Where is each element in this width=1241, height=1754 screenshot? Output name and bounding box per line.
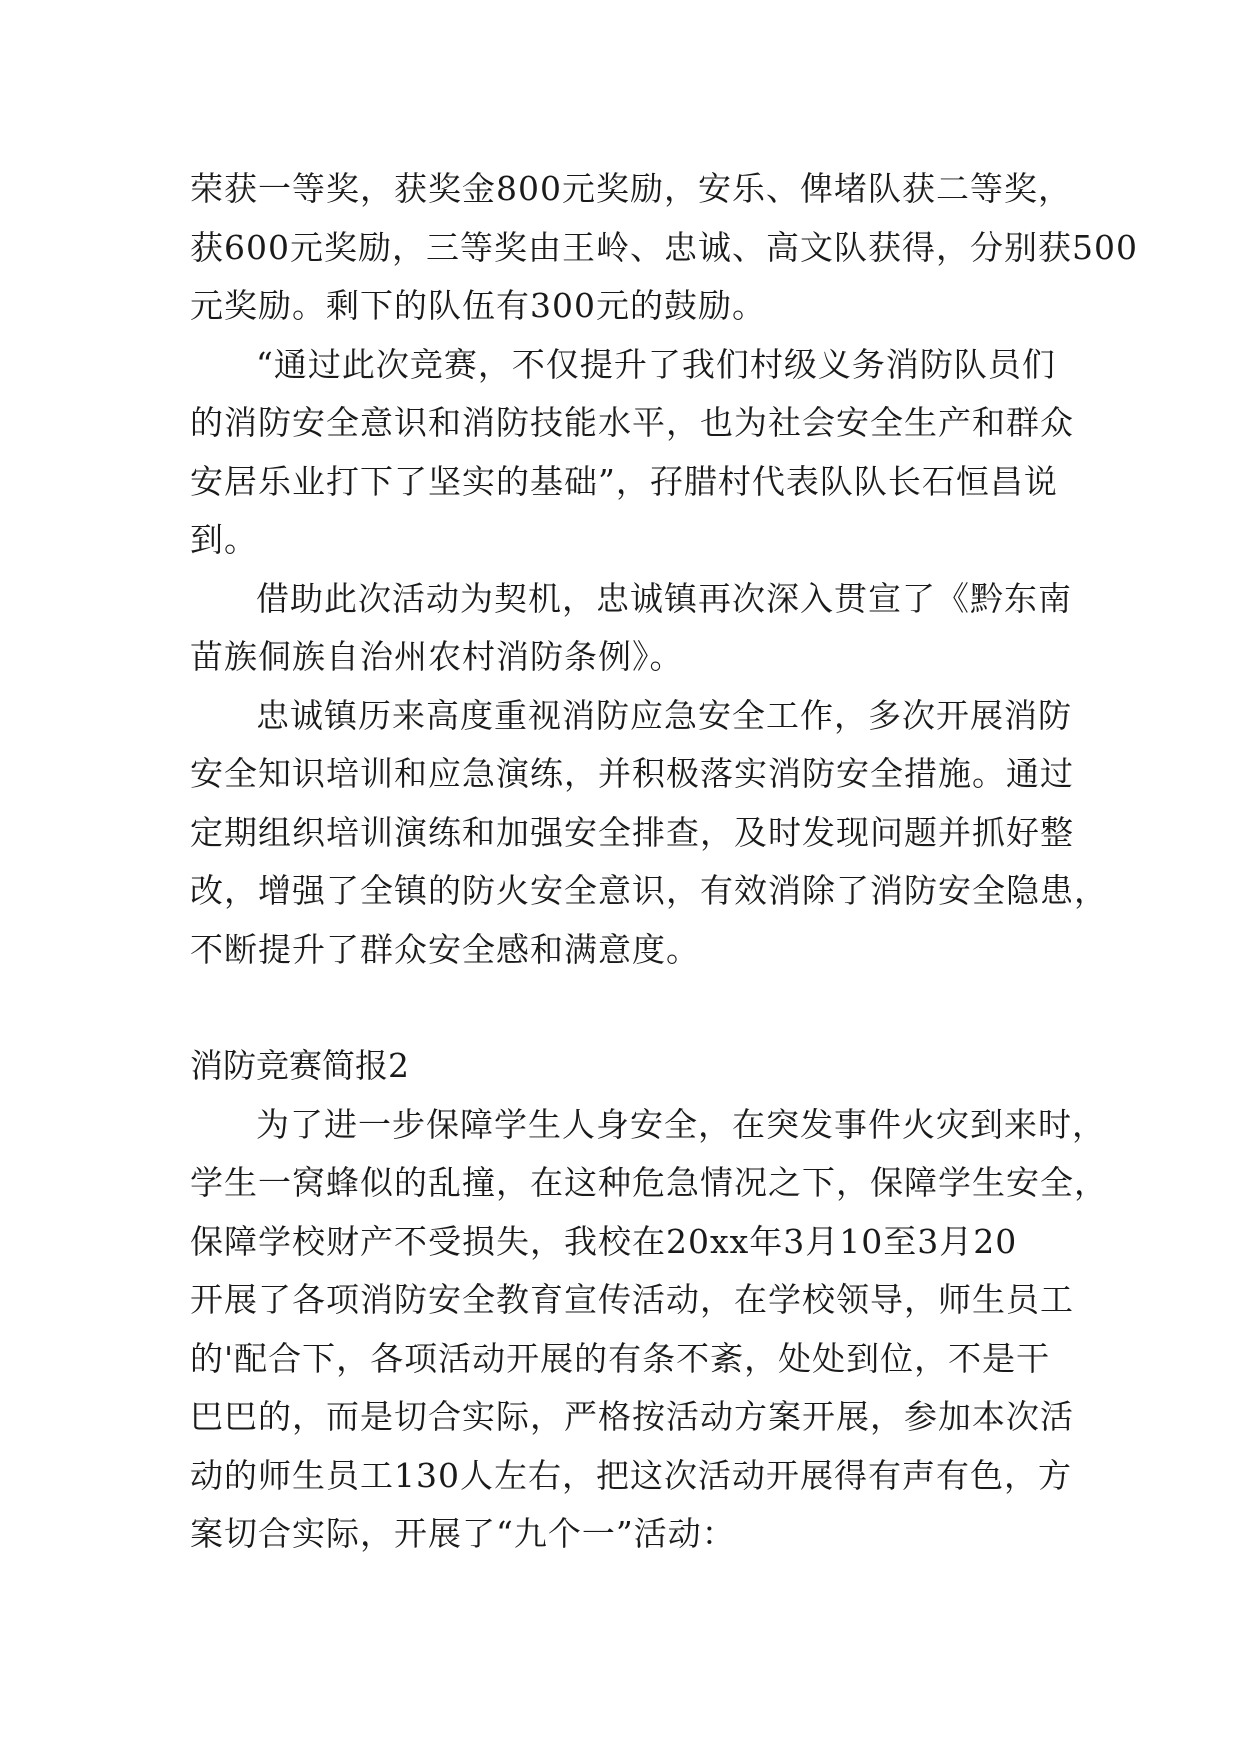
- text-line: 借助此次活动为契机，忠诚镇再次深入贯宣了《黔东南: [256, 578, 1072, 618]
- text-line: 到。: [190, 520, 258, 559]
- text-line: 苗族侗族自治州农村消防条例》。: [190, 637, 684, 676]
- paragraph-summary: [190, 687, 1108, 980]
- paragraph-quote: [190, 336, 1074, 570]
- text-line: 定期组织培训演练和加强安全排查，及时发现问题并抓好整: [190, 812, 1074, 852]
- text-line: 不断提升了群众安全感和满意度。: [190, 929, 700, 969]
- text-line: 案切合实际，开展了“九个一”活动：: [190, 1514, 736, 1553]
- text-line: 开展了各项消防安全教育宣传活动，在学校领导，师生员工: [190, 1280, 1074, 1319]
- text-line: 安全知识培训和应急演练，并积极落实消防安全措施。通过: [190, 754, 1074, 793]
- text-line: 学生一窝蜂似的乱撞，在这种危急情况之下，保障学生安全，: [190, 1163, 1108, 1202]
- document-body: [190, 160, 1138, 1564]
- text-line: 获600元奖励，三等奖由王岭、忠诚、高文队获得，分别获500: [190, 227, 1138, 267]
- text-line: 忠诚镇历来高度重视消防应急安全工作，多次开展消防: [256, 695, 1072, 735]
- paragraph-school-activity: [190, 1096, 1108, 1564]
- text-line: “通过此次竞赛，不仅提升了我们村级义务消防队员们: [256, 344, 1056, 384]
- text-line: 巴巴的，而是切合实际，严格按活动方案开展，参加本次活: [190, 1397, 1074, 1436]
- paragraph-regulation: [190, 570, 1070, 687]
- text-line: 安居乐业打下了坚实的基础”，孖腊村代表队队长石恒昌说: [190, 461, 1058, 501]
- text-line: 元奖励。剩下的队伍有300元的鼓励。: [190, 286, 766, 325]
- text-line: 为了进一步保障学生人身安全，在突发事件火灾到来时，: [256, 1104, 1106, 1144]
- text-line: 的'配合下，各项活动开展的有条不紊，处处到位，不是干: [190, 1338, 1051, 1378]
- paragraph-awards: [190, 160, 1138, 336]
- text-line: 荣获一等奖，获奖金800元奖励，安乐、俾堵队获二等奖，: [190, 169, 1072, 208]
- text-line: 的消防安全意识和消防技能水平，也为社会安全生产和群众: [190, 403, 1074, 442]
- text-line: 动的师生员工130人左右，把这次活动开展得有声有色，方: [190, 1455, 1072, 1495]
- section-title: 消防竞赛简报2: [190, 1046, 409, 1085]
- text-line: 改，增强了全镇的防火安全意识，有效消除了消防安全隐患，: [190, 871, 1108, 910]
- text-line: 保障学校财产不受损失，我校在20xx年3月10至3月20: [190, 1221, 1018, 1261]
